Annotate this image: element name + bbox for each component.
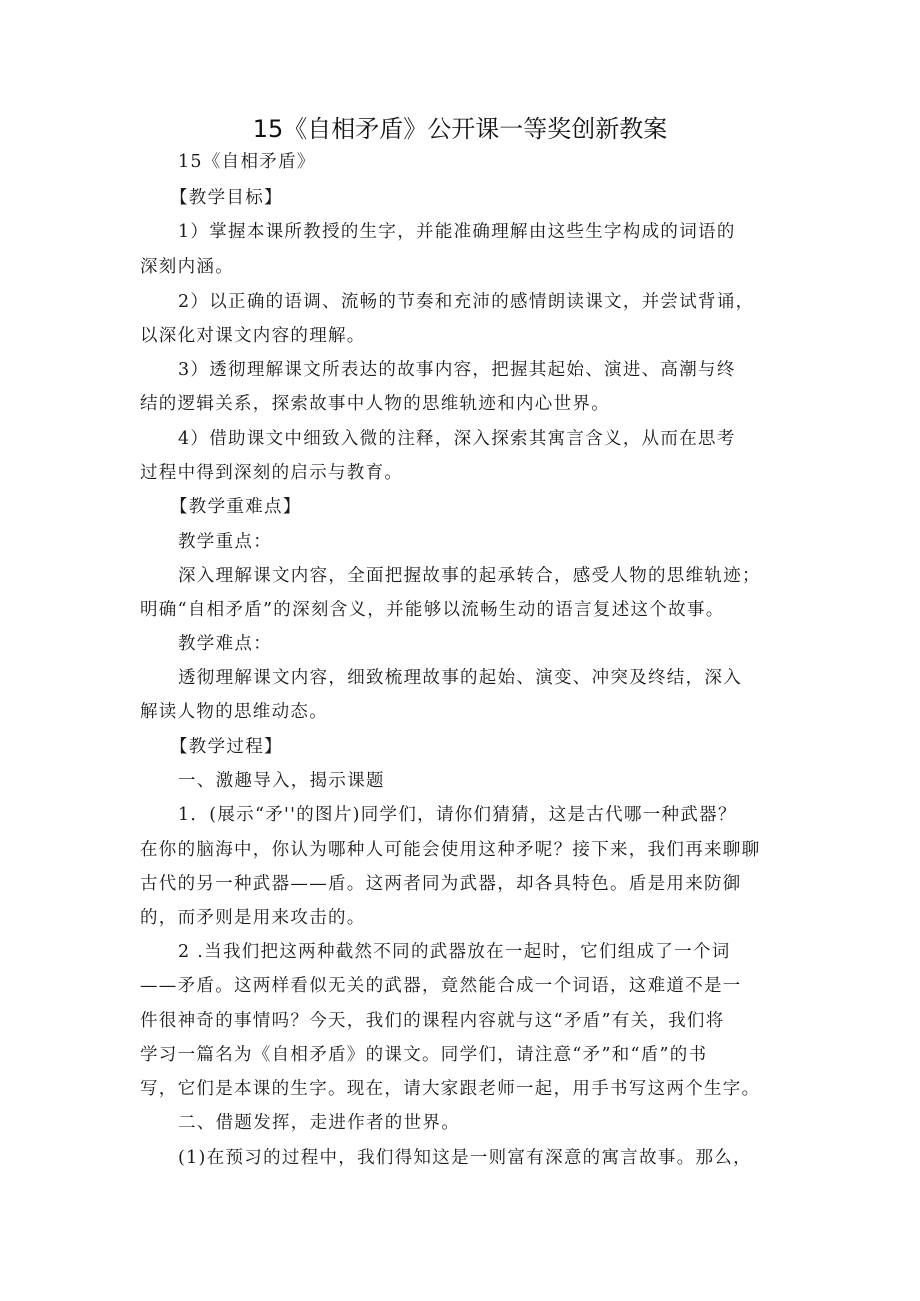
goal-3-line-2: 结的逻辑关系，探索故事中人物的思维轨迹和内心世界。 <box>140 394 610 414</box>
paragraph-2-line-3: 件很神奇的事情吗？今天，我们的课程内容就与这“矛盾”有关，我们将 <box>140 1011 725 1031</box>
step-2-heading: 二、借题发挥，走进作者的世界。 <box>178 1113 460 1133</box>
difficulty-label: 教学难点： <box>178 634 272 654</box>
paragraph-3-line-1: (1)在预习的过程中，我们得知这是一则富有深意的寓言故事。那么， <box>178 1148 752 1168</box>
goal-1-line-2: 深刻内涵。 <box>140 257 234 277</box>
paragraph-2-line-2: ——矛盾。这两样看似无关的武器，竟然能合成一个词语，这难道不是一 <box>140 976 742 996</box>
goal-2-line-1: 2）以正确的语调、流畅的节奏和充沛的感情朗读课文，并尝试背诵， <box>178 292 755 312</box>
section-heading-process: 【教学过程】 <box>170 737 283 757</box>
key-point-line-1: 深入理解课文内容，全面把握故事的起承转合，感受人物的思维轨迹； <box>178 566 761 586</box>
lesson-subtitle: 15《自相矛盾》 <box>178 152 316 172</box>
paragraph-1-line-4: 的，而矛则是用来攻击的。 <box>140 908 366 928</box>
paragraph-2-line-1: 2 .当我们把这两种截然不同的武器放在一起时，它们组成了一个词 <box>178 942 731 962</box>
difficulty-line-2: 解读人物的思维动态。 <box>140 702 328 722</box>
step-1-heading: 一、激趣导入，揭示课题 <box>178 771 385 791</box>
goal-2-line-2: 以深化对课文内容的理解。 <box>140 326 366 346</box>
section-heading-key-points: 【教学重难点】 <box>170 497 302 517</box>
paragraph-2-line-4: 学习一篇名为《自相矛盾》的课文。同学们，请注意“矛”和“盾”的书 <box>140 1045 708 1065</box>
difficulty-line-1: 透彻理解课文内容，细致梳理故事的起始、演变、冲突及终结，深入 <box>178 668 742 688</box>
goal-4-line-1: 4）借助课文中细致入微的注释，深入探索其寓言含义，从而在思考 <box>178 429 736 449</box>
section-heading-goals: 【教学目标】 <box>170 188 283 208</box>
key-point-label: 教学重点： <box>178 532 272 552</box>
goal-4-line-2: 过程中得到深刻的启示与教育。 <box>140 463 404 483</box>
goal-3-line-1: 3）透彻理解课文所表达的故事内容，把握其起始、演进、高潮与终 <box>178 360 736 380</box>
paragraph-2-line-5: 写，它们是本课的生字。现在，请大家跟老师一起，用手书写这两个生字。 <box>140 1079 761 1099</box>
paragraph-1-line-1: 1．(展示“矛''的图片)同学们，请你们猜猜，这是古代哪一种武器？ <box>178 805 737 825</box>
document-title: 15《自相矛盾》公开课一等奖创新教案 <box>252 115 668 143</box>
goal-1-line-1: 1）掌握本课所教授的生字，并能准确理解由这些生字构成的词语的 <box>178 222 736 242</box>
paragraph-1-line-2: 在你的脑海中，你认为哪种人可能会使用这种矛呢？接下来，我们再来聊聊 <box>140 840 761 860</box>
paragraph-1-line-3: 古代的另一种武器——盾。这两者同为武器，却各具特色。盾是用来防御 <box>140 874 742 894</box>
key-point-line-2: 明确“自相矛盾”的深刻含义，并能够以流畅生动的语言复述这个故事。 <box>140 600 725 620</box>
